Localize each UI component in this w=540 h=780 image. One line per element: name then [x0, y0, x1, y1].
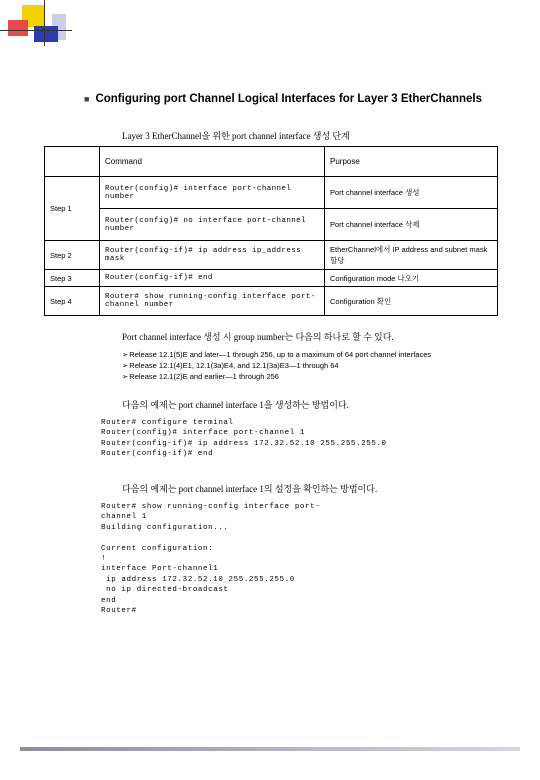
- release-item: [122, 350, 431, 359]
- command-cell: Router(config)# interface port-channel number: [100, 177, 325, 209]
- group-number-note: Port channel interface 생성 시 group number는 다음의 하나로 할 수 있다.: [122, 332, 394, 342]
- command-cell: Router(config-if)# end: [100, 270, 325, 287]
- release-text: Release 12.1(2)E and earlier—1 through 256: [129, 372, 279, 381]
- square-bullet-icon: ■: [84, 94, 90, 104]
- release-text: Release 12.1(5)E and later—1 through 256, up to a maximum of 64 port channel interfaces: [129, 350, 432, 359]
- table-row: [45, 209, 498, 241]
- logo-square-red: [8, 20, 28, 36]
- command-cell: Router(config)# no interface port-channel number: [100, 209, 325, 241]
- table-row: [45, 177, 498, 209]
- step-cell: Step 1: [45, 177, 100, 241]
- arrow-bullet-icon: ➢: [122, 350, 129, 359]
- header-command: Command: [100, 147, 325, 177]
- step-cell: Step 2: [45, 241, 100, 270]
- heading-text: Configuring port Channel Logical Interfaces for Layer 3 EtherChannels: [95, 93, 483, 105]
- command-table: [44, 146, 498, 316]
- release-item: [122, 361, 339, 370]
- command-cell: Router(config-if)# ip address ip_address mask: [100, 241, 325, 270]
- release-item: [122, 372, 279, 381]
- example2-code: Router# show running-config interface port- channel 1 Building configuration... Current configuration: ! interface Port-channel1 ip address 172.32.52.10 255.255.255.0 no ip directed-broadcast end Router#: [101, 503, 321, 616]
- release-text: Release 12.1(4)E1, 12.1(3a)E4, and 12.1(3a)E3—1 through 64: [129, 361, 339, 370]
- purpose-cell: EtherChannel에서 IP address and subnet mask 할당: [325, 241, 498, 270]
- logo-square-blue: [34, 26, 58, 42]
- purpose-cell: Port channel interface 생성: [325, 177, 498, 209]
- table-row: [45, 287, 498, 316]
- corner-horizontal-line: [0, 30, 72, 31]
- table-caption: Layer 3 EtherChannel을 위한 port channel interface 생성 단계: [122, 131, 350, 141]
- footer-bar: [20, 747, 520, 751]
- purpose-cell: Configuration 확인: [325, 287, 498, 316]
- arrow-bullet-icon: ➢: [122, 361, 129, 370]
- example2-caption: 다음의 예제는 port channel interface 1의 설정을 확인하는 방법이다.: [122, 484, 378, 494]
- corner-vertical-line: [44, 0, 45, 46]
- step-cell: Step 4: [45, 287, 100, 316]
- table-row: [45, 241, 498, 270]
- table-header-row: [45, 147, 498, 177]
- step-cell: Step 3: [45, 270, 100, 287]
- purpose-cell: Port channel interface 삭제: [325, 209, 498, 241]
- command-cell: Router# show running-config interface port-channel number: [100, 287, 325, 316]
- example1-code: Router# configure terminal Router(config)# interface port-channel 1 Router(config-if)# ip address 172.32.52.10 255.255.255.0 Router(config-if)# end: [101, 419, 387, 459]
- purpose-cell: Configuration mode 나오기: [325, 270, 498, 287]
- table-row: [45, 270, 498, 287]
- example1-caption: 다음의 예제는 port channel interface 1을 생성하는 방법이다.: [122, 400, 349, 410]
- arrow-bullet-icon: ➢: [122, 372, 129, 381]
- header-purpose: Purpose: [325, 147, 498, 177]
- header-step: [45, 147, 100, 177]
- section-heading: [84, 93, 482, 105]
